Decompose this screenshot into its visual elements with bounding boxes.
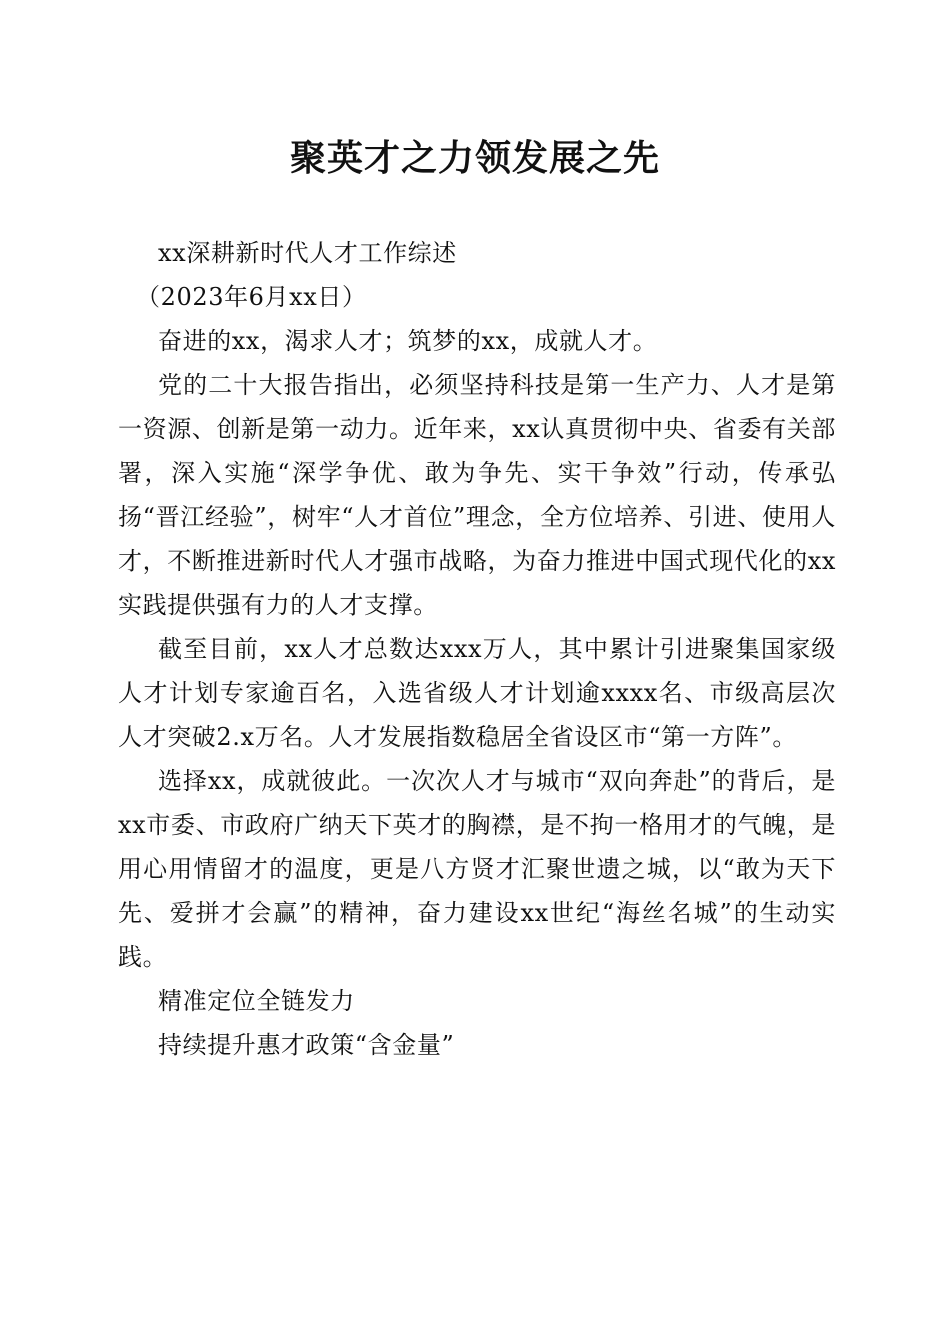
body-paragraph: 奋进的xx，渴求人才；筑梦的xx，成就人才。 <box>158 327 658 355</box>
date-paragraph: （2023年6月xx日） <box>136 283 367 311</box>
body-paragraph: 截至目前，xx人才总数达xxx万人，其中累计引进聚集国家级人才计划专家逾百名，入选省级人才计划逾xxxx名、市级高层次人才突破2.x万名。人才发展指数稳居全省设区市“第一方阵”。 <box>118 635 836 751</box>
body-paragraph: 党的二十大报告指出，必须坚持科技是第一生产力、人才是第一资源、创新是第一动力。近年来，xx认真贯彻中央、省委有关部署，深入实施“深学争优、敢为争先、实干争效”行动，传承弘扬“晋江经验”，树牢“人才首位”理念，全方位培养、引进、使用人才，不断推进新时代人才强市战略，为奋力推进中国式现代化的xx实践提供强有力的人才支撑。 <box>118 371 836 619</box>
section-heading: 持续提升惠才政策“含金量” <box>158 1031 455 1059</box>
body-paragraph: 选择xx，成就彼此。一次次人才与城市“双向奔赴”的背后，是xx市委、市政府广纳天下英才的胸襟，是不拘一格用才的气魄，是用心用情留才的温度，更是八方贤才汇聚世遗之城，以“敢为天下先、爱拼才会赢”的精神，奋力建设xx世纪“海丝名城”的生动实践。 <box>118 767 836 971</box>
subtitle-paragraph: xx深耕新时代人才工作综述 <box>158 239 457 267</box>
document-body <box>118 231 836 1067</box>
section-heading: 精准定位全链发力 <box>158 987 355 1015</box>
document-title: 聚英才之力领发展之先 <box>289 137 660 179</box>
